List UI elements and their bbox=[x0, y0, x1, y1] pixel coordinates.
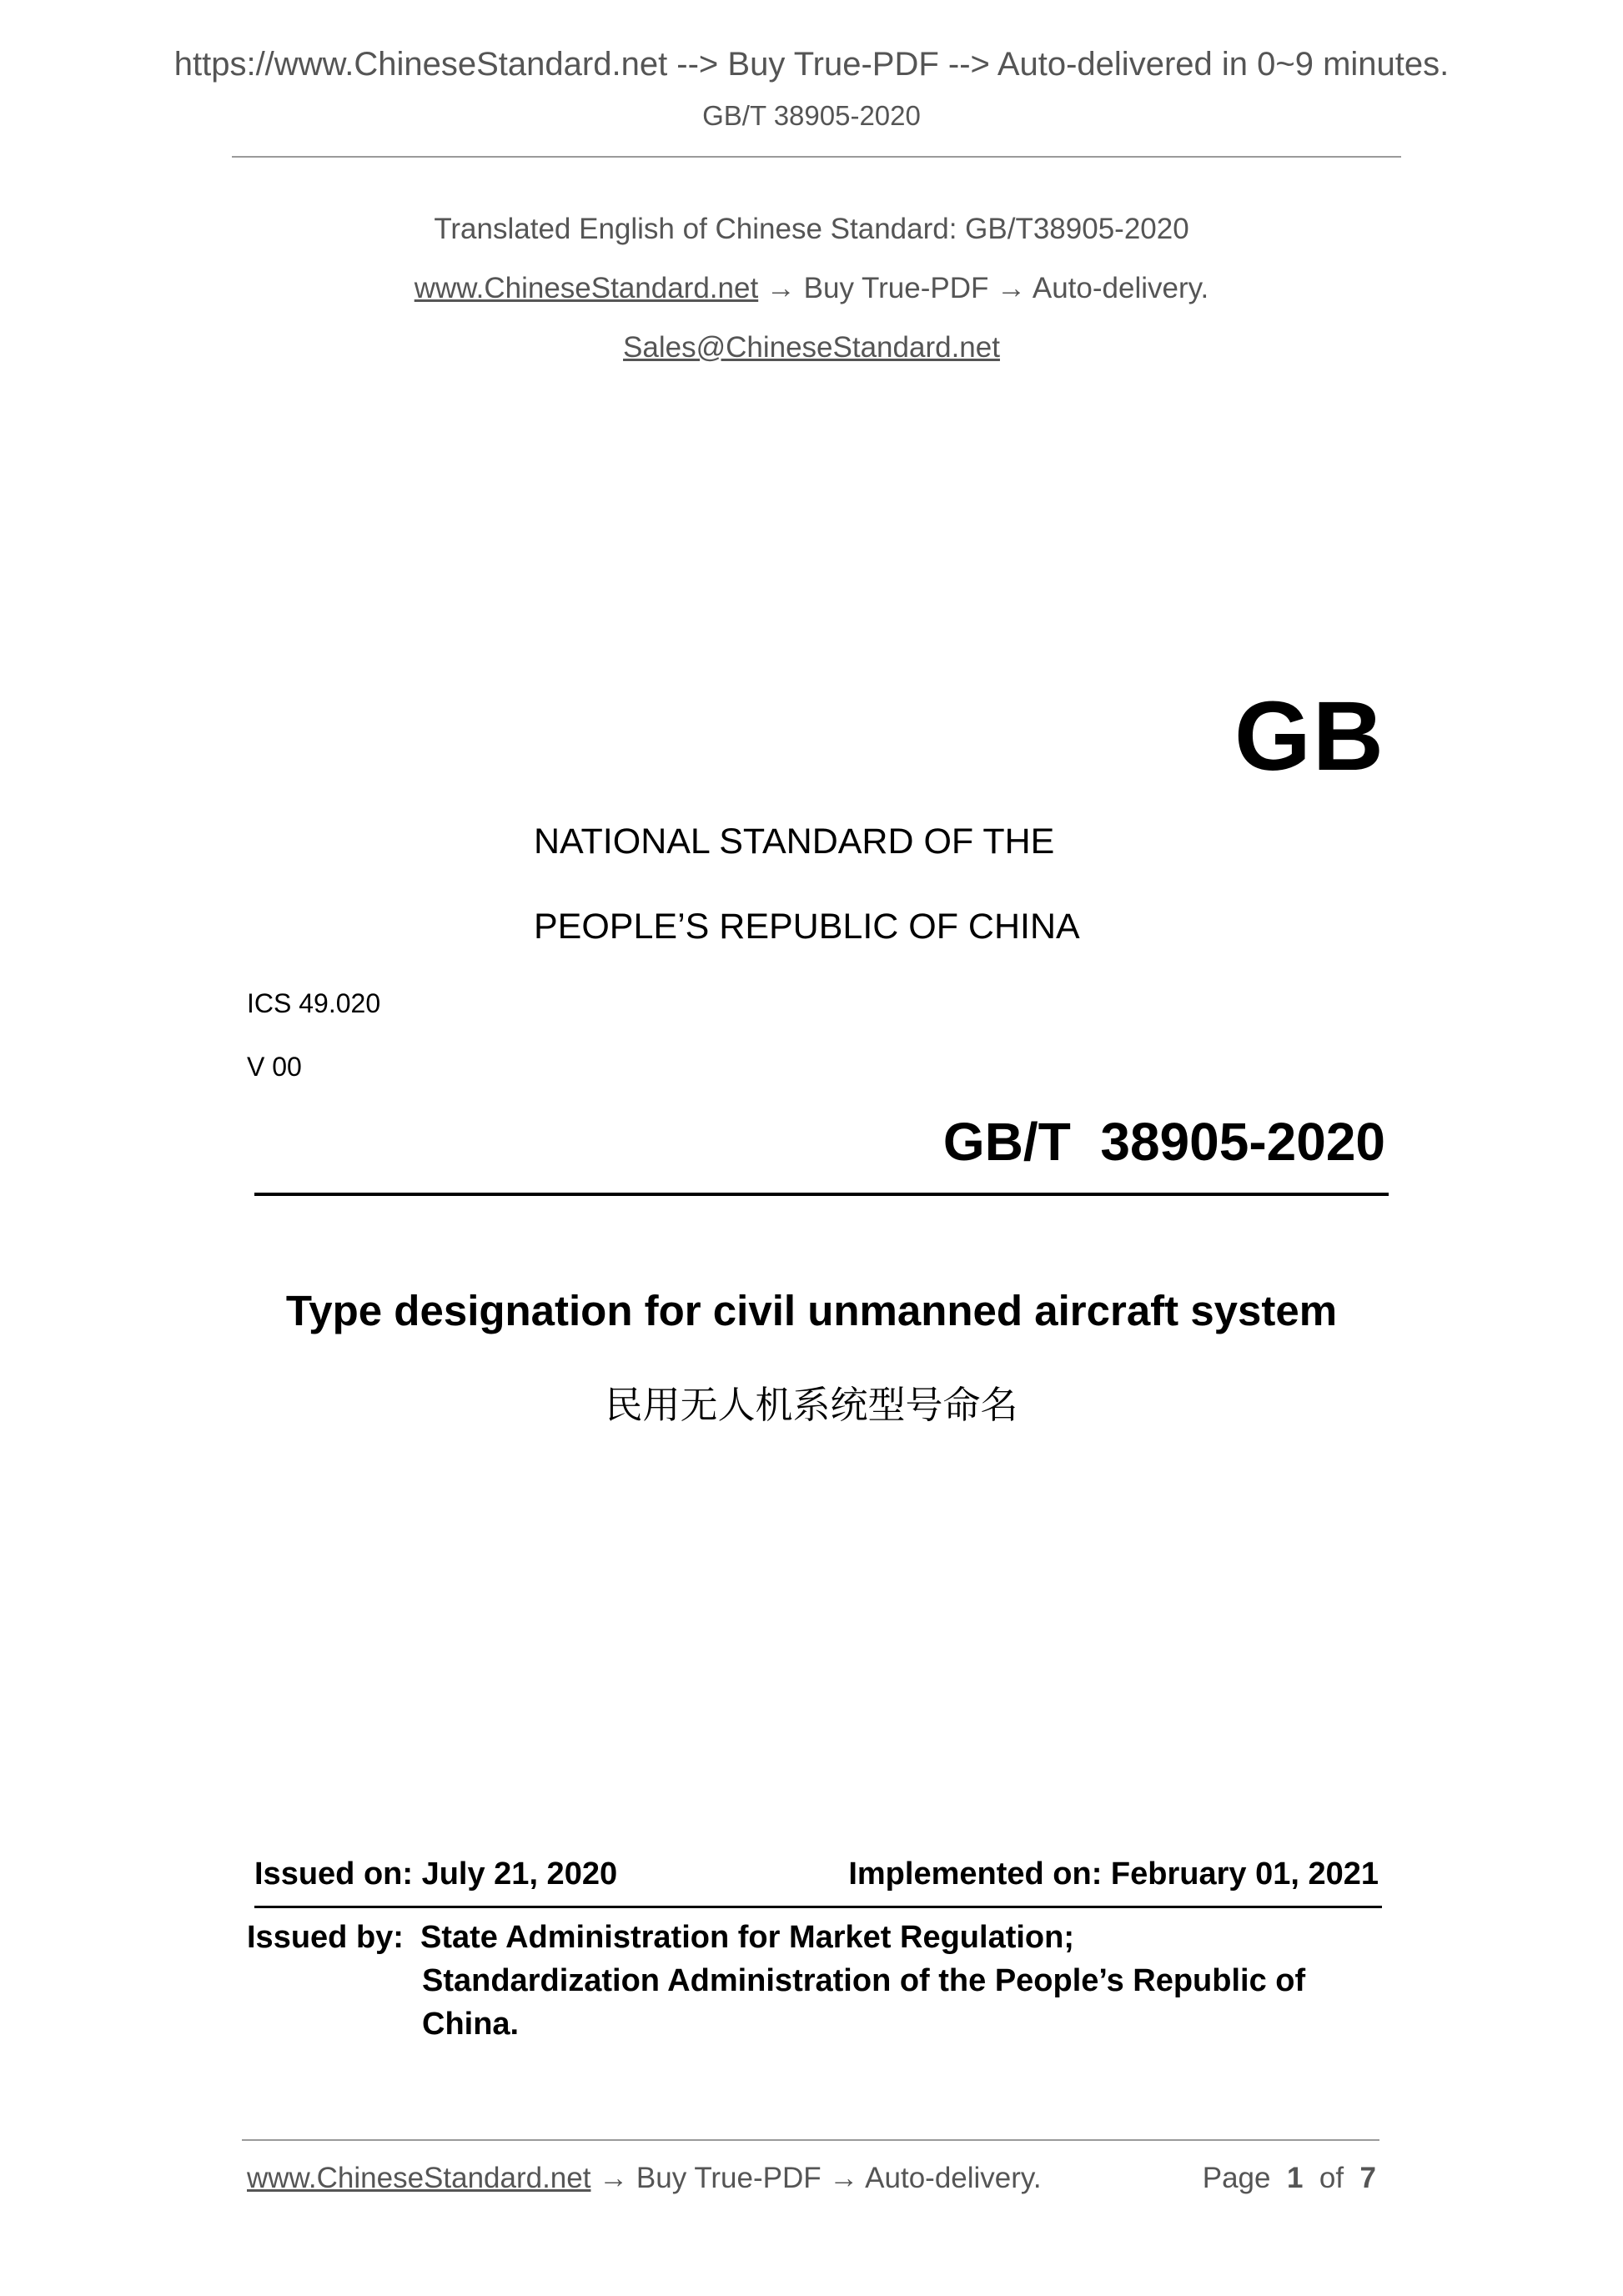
footer-purchase-text: → Buy True-PDF → Auto-delivery. bbox=[590, 2162, 1042, 2194]
page-total: 7 bbox=[1359, 2162, 1376, 2194]
ics-code: ICS 49.020 bbox=[247, 988, 381, 1018]
email-link[interactable]: Sales@ChineseStandard.net bbox=[623, 331, 1000, 364]
standard-number-rule bbox=[254, 1193, 1389, 1196]
translation-purchase-line bbox=[0, 272, 1623, 305]
translation-title: Translated English of Chinese Standard: GB/T38905-2020 bbox=[434, 213, 1189, 245]
header-doc-id: GB/T 38905-2020 bbox=[702, 100, 921, 131]
national-standard-line2: PEOPLE’S REPUBLIC OF CHINA bbox=[534, 907, 1080, 947]
dates-rule bbox=[254, 1906, 1382, 1908]
issued-by-line3: China. bbox=[422, 2007, 520, 2042]
site-link[interactable]: www.ChineseStandard.net bbox=[414, 272, 759, 304]
ccs-code: V 00 bbox=[247, 1052, 302, 1082]
issued-by-label: Issued by: bbox=[247, 1920, 404, 1955]
title-chinese: 民用无人机系统型号命名 bbox=[605, 1383, 1018, 1427]
issued-by-line2: Standardization Administration of the People’s Republic of bbox=[422, 1963, 1306, 1998]
title-english: Type designation for civil unmanned aircraft system bbox=[285, 1287, 1338, 1334]
footer-purchase-line bbox=[247, 2162, 1042, 2195]
page-indicator bbox=[1203, 2162, 1376, 2195]
footer-divider bbox=[242, 2139, 1379, 2141]
implemented-on-date: Implemented on: February 01, 2021 bbox=[848, 1856, 1379, 1892]
standard-number: GB/T 38905-2020 bbox=[942, 1112, 1385, 1172]
issued-by-line1: State Administration for Market Regulation; bbox=[420, 1920, 1074, 1955]
purchase-text: → Buy True-PDF → Auto-delivery. bbox=[758, 272, 1209, 304]
translation-email-line bbox=[0, 331, 1623, 364]
page-number: 1 bbox=[1286, 2162, 1304, 2194]
page-label: Page bbox=[1202, 2162, 1271, 2194]
header-top-line: https://www.ChineseStandard.net --> Buy True-PDF --> Auto-delivered in 0~9 minutes. bbox=[173, 46, 1450, 83]
footer-site-link[interactable]: www.ChineseStandard.net bbox=[247, 2162, 591, 2194]
header-divider bbox=[232, 156, 1401, 158]
of-label: of bbox=[1319, 2162, 1344, 2194]
issued-on-date: Issued on: July 21, 2020 bbox=[254, 1856, 618, 1892]
national-standard-line1: NATIONAL STANDARD OF THE bbox=[534, 821, 1055, 862]
gb-logo: GB bbox=[1234, 681, 1385, 791]
